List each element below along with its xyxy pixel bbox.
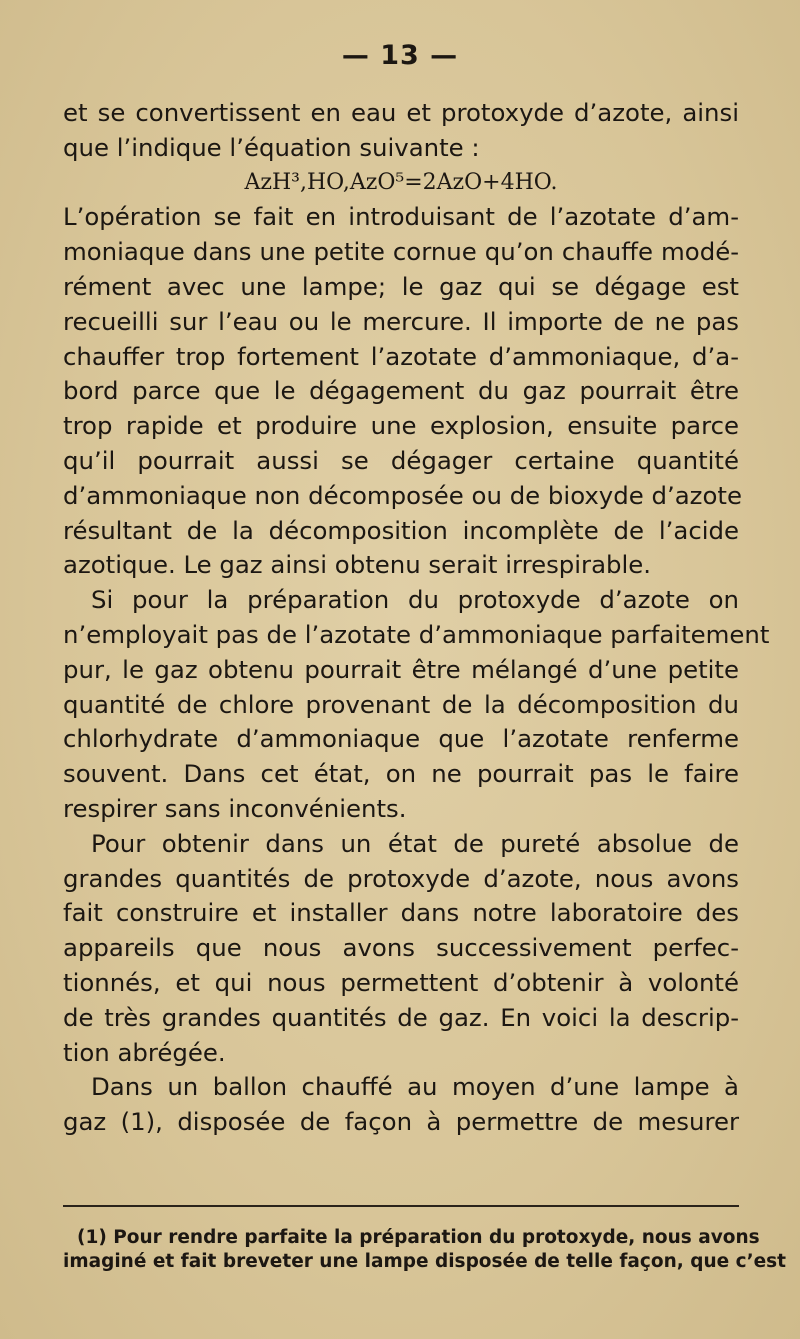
text-line: qu’il pourrait aussi se dégager certaine quantité (63, 445, 739, 475)
body-text (63, 96, 770, 1140)
text-line: grandes quantités de protoxyde d’azote, nous avons (63, 863, 739, 893)
text-line: moniaque dans une petite cornue qu’on chauffe modé- (63, 237, 739, 267)
footnote-divider (63, 1205, 739, 1207)
text-line: recueilli sur l’eau ou le mercure. Il importe de ne pas (63, 306, 739, 336)
text-line: azotique. Le gaz ainsi obtenu serait irrespirable. (63, 550, 652, 580)
text-line: chlorhydrate d’ammoniaque que l’azotate renferme (63, 724, 739, 754)
text-line: gaz (1), disposée de façon à permettre de mesurer (63, 1107, 739, 1137)
text-line: pur, le gaz obtenu pourrait être mélangé d’une petite (63, 654, 739, 684)
text-line: Si pour la préparation du protoxyde d’azote on (91, 585, 739, 615)
text-line: tion abrégée. (63, 1037, 226, 1067)
text-line: L’opération se fait en introduisant de l’azotate d’am- (63, 202, 739, 232)
text-line: résultant de la décomposition incomplète de l’acide (63, 515, 739, 545)
text-line: tionnés, et qui nous permettent d’obtenir à volonté (63, 967, 739, 997)
footnote (63, 1226, 786, 1274)
text-line: fait construire et installer dans notre laboratoire des (63, 898, 739, 928)
page-number: — 13 — (341, 40, 459, 71)
text-line: et se convertissent en eau et protoxyde d’azote, ainsi (63, 98, 739, 127)
chemical-equation: AzH³,HO,AzO⁵=2AzO+4HO. (244, 169, 558, 195)
footnote-line: imaginé et fait breveter une lampe disposée de telle façon, que c’est (63, 1251, 786, 1272)
text-line: souvent. Dans cet état, on ne pourrait pas le faire (63, 759, 739, 789)
text-line: rément avec une lampe; le gaz qui se dégage est (63, 271, 739, 301)
text-line: respirer sans inconvénients. (63, 793, 407, 823)
text-line: bord parce que le dégagement du gaz pourrait être (63, 376, 739, 406)
text-line: trop rapide et produire une explosion, ensuite parce (63, 411, 739, 441)
text-line: chauffer trop fortement l’azotate d’ammoniaque, d’a- (63, 341, 739, 371)
text-line: quantité de chlore provenant de la décomposition du (63, 689, 739, 719)
text-line: appareils que nous avons successivement perfec- (63, 933, 739, 963)
footnote-line: (1) Pour rendre parfaite la préparation du protoxyde, nous avons (77, 1227, 760, 1248)
text-line: d’ammoniaque non décomposée ou de bioxyde d’azote (63, 480, 742, 510)
text-line: Pour obtenir dans un état de pureté absolue de (91, 828, 739, 858)
text-line: Dans un ballon chauffé au moyen d’une lampe à (91, 1072, 739, 1102)
text-line: n’employait pas de l’azotate d’ammoniaque parfaitement (63, 619, 770, 649)
text-line: de très grandes quantités de gaz. En voici la descrip- (63, 1002, 739, 1032)
text-line: que l’indique l’équation suivante : (63, 132, 480, 162)
